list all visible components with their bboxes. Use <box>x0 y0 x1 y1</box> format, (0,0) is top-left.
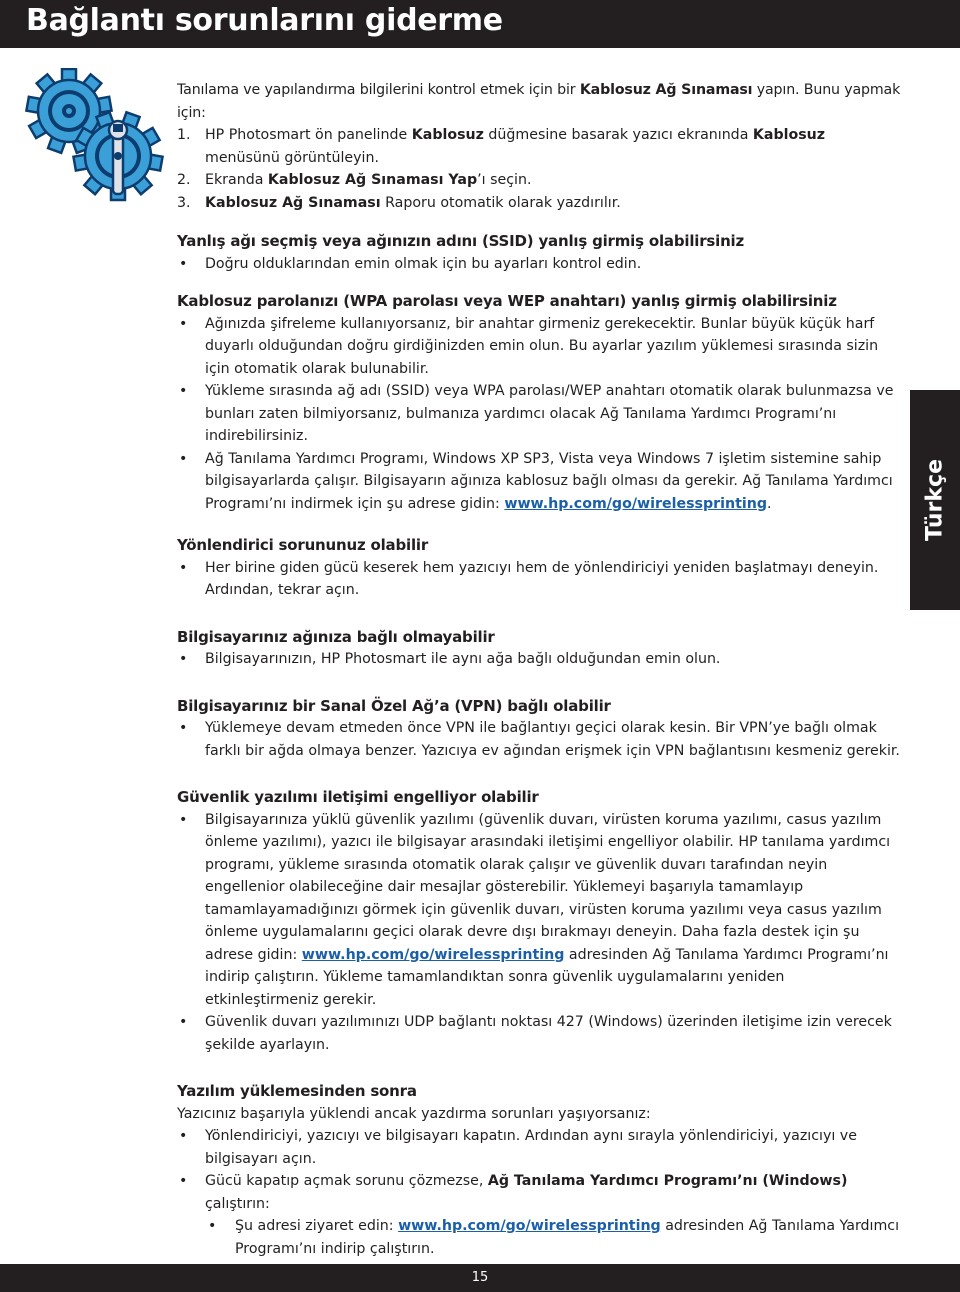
list-item-text: Yüklemeye devam etmeden önce VPN ile bağlantıyı geçici olarak kesin. Bir VPN’ye bağlı olmak farklı bir ağda olmaya benzer. Yazıcıya ev ağından erişmek için VPN bağlantısını kesmeniz gerekir. <box>205 720 900 759</box>
step-item <box>177 169 902 192</box>
list-item-text: Yönlendiriciyi, yazıcıyı ve bilgisayarı kapatın. Ardından aynı sırayla yönlendiriciyi, yazıcıyı ve bilgisayarı açın. <box>205 1128 857 1167</box>
bullet-icon: • <box>179 559 188 576</box>
bullet-list <box>177 253 902 276</box>
list-item <box>177 557 902 602</box>
section-vpn <box>177 695 902 763</box>
bullet-icon: • <box>179 315 188 332</box>
list-item-text: Gücü kapatıp açmak sorunu çözmezse, <box>205 1173 488 1189</box>
bullet-list <box>177 648 902 671</box>
bullet-list <box>177 717 902 762</box>
list-item <box>177 253 902 276</box>
section-title: Yanlış ağı seçmiş veya ağınızın adını (SSID) yanlış girmiş olabilirsiniz <box>177 232 745 250</box>
intro-text-bold: Kablosuz Ağ Sınaması <box>579 82 753 98</box>
step-number: 3. <box>177 194 191 211</box>
language-tab-label: Türkçe <box>922 458 948 542</box>
bullet-icon: • <box>179 720 188 736</box>
list-item-text: Güvenlik duvarı yazılımınızı UDP bağlantı noktası 427 (Windows) üzerinden iletişime izin verecek şekilde ayarlayın. <box>205 1014 892 1053</box>
list-item <box>177 1125 902 1170</box>
intro-text-part: Tanılama ve yapılandırma bilgilerini kontrol etmek için bir <box>177 82 580 98</box>
step-bold: Kablosuz Ağ Sınaması <box>205 194 381 211</box>
step-text: Ekranda <box>205 172 268 188</box>
bullet-list <box>177 1125 902 1260</box>
bullet-icon: • <box>179 255 188 272</box>
step-bold: Kablosuz <box>411 127 484 143</box>
intro-block <box>177 79 902 214</box>
section-title: Güvenlik yazılımı iletişimi engelliyor olabilir <box>177 788 539 806</box>
section-security <box>177 786 902 1056</box>
list-item-text: Ağ Tanılama Yardımcı Programı, Windows XP SP3, Vista veya Windows 7 işletim sistemine sahip bilgisayarlarda çalışır. Bilgisayarın ağınıza kablosuz bağlı olması da gerekir. Ağ Tanılama Yardımcı Programı’nı indirmek için şu adrese gidin: <box>205 450 893 512</box>
list-item-text: . <box>766 495 772 512</box>
bullet-icon: • <box>179 1173 188 1189</box>
main-content <box>177 79 902 1260</box>
step-number: 2. <box>177 172 191 188</box>
list-item-text: Bilgisayarınızın, HP Photosmart ile aynı ağa bağlı olduğundan emin olun. <box>205 651 721 667</box>
section-router <box>177 534 902 602</box>
wireless-printing-link[interactable]: www.hp.com/go/wirelessprinting <box>301 946 565 963</box>
page-number: 15 <box>471 1270 489 1285</box>
step-bold: Kablosuz <box>752 127 826 143</box>
language-tab <box>910 390 960 610</box>
section-title: Yönlendirici sorununuz olabilir <box>177 536 429 554</box>
step-text: HP Photosmart ön panelinde <box>205 127 412 143</box>
list-item-text: adresinden Ağ Tanılama Yardımcı Programı’nı indirip çalıştırın. Yükleme tamamlandıktan sonra güvenlik uygulamalarını yeniden etkinleştirmeniz gerekir. <box>205 946 889 1008</box>
intro-text <box>177 79 902 124</box>
bullet-list <box>177 557 902 602</box>
step-text: Raporu otomatik olarak yazdırılır. <box>380 194 621 211</box>
bullet-list <box>177 809 902 1057</box>
list-item <box>177 1170 902 1260</box>
list-item-text: Ağınızda şifreleme kullanıyorsanız, bir anahtar girmeniz gerekecektir. Bunlar büyük küçük harf duyarlı olduğundan doğru girdiğinizden emin olun. Bu ayarlar yazılım yüklemesi sırasında sizin için otomatik olarak bulunabilir. <box>205 315 879 377</box>
step-item <box>177 192 902 215</box>
sub-list-item <box>205 1215 902 1260</box>
list-item-text: Doğru olduklarından emin olmak için bu ayarları kontrol edin. <box>205 255 642 272</box>
step-text: ’ı seçin. <box>477 172 532 188</box>
bullet-list <box>177 313 902 516</box>
intro-text-part: yapın. Bunu yapmak için: <box>177 82 901 121</box>
sub-bullet-list <box>205 1215 902 1260</box>
list-item-text: çalıştırın: <box>205 1195 270 1212</box>
steps-list <box>177 124 902 214</box>
section-password <box>177 290 902 515</box>
list-item <box>177 448 902 516</box>
bullet-icon: • <box>179 1014 188 1030</box>
list-item-text: Bilgisayarınıza yüklü güvenlik yazılımı (güvenlik duvarı, virüsten koruma yazılımı, casus yazılım önleme yazılımı), yazıcı ile bilgisayar arasındaki iletişimi engelliyor olabilir. HP tanılama yardımcı programı, yükleme sırasında otomatik olarak çalışır ve güvenlik duvarı tarafından neyin engellenior olabileceğine dair mesajlar gösterebilir. Yüklemeyi başarıyla tamamlayıp tamamlayamadığınızı görmek için güvenlik duvarı, virüsten koruma yazılımı veya casus yazılım önleme uygulamalarını geçici olarak devre dışı bırakmayı deneyin. Daha fazla destek için şu adrese gidin: <box>205 811 891 963</box>
step-number: 1. <box>177 127 191 143</box>
bullet-icon: • <box>179 651 188 667</box>
gears-icon <box>24 68 174 213</box>
list-item-text: Şu adresi ziyaret edin: <box>235 1218 399 1234</box>
section-title: Yazılım yüklemesinden sonra <box>177 1082 417 1100</box>
list-item <box>177 313 902 381</box>
section-ssid <box>177 230 902 275</box>
list-item-text: Her birine giden gücü keserek hem yazıcıyı hem de yönlendiriciyi yeniden başlatmayı deneyin. Ardından, tekrar açın. <box>205 559 879 598</box>
bullet-icon: • <box>179 1128 188 1144</box>
section-network <box>177 626 902 671</box>
footer-bar <box>0 1264 960 1292</box>
list-item-text: Yükleme sırasında ağ adı (SSID) veya WPA parolası/WEP anahtarı otomatik olarak bulunmazsa ve bunları zaten bilmiyorsanız, bulmanıza yardımcı olacak Ağ Tanılama Yardımcı Programı’nı indirebilirsiniz. <box>205 383 894 444</box>
step-text: düğmesine basarak yazıcı ekranında <box>483 127 753 143</box>
list-item <box>177 380 902 448</box>
header-bar <box>0 0 960 48</box>
list-item <box>177 717 902 762</box>
list-item <box>177 809 902 1012</box>
bullet-icon: • <box>179 383 188 399</box>
wireless-printing-link[interactable]: www.hp.com/go/wirelessprinting <box>504 495 767 512</box>
step-item <box>177 124 902 169</box>
step-text: menüsünü görüntüleyin. <box>205 149 379 166</box>
bullet-icon: • <box>179 811 188 828</box>
bullet-icon: • <box>208 1218 217 1234</box>
list-item <box>177 648 902 671</box>
section-after-install <box>177 1080 902 1260</box>
section-title: Kablosuz parolanızı (WPA parolası veya WEP anahtarı) yanlış girmiş olabilirsiniz <box>177 292 837 310</box>
list-item-text: adresinden Ağ Tanılama Yardımcı Programı’nı indirip çalıştırın. <box>235 1218 900 1257</box>
section-title: Bilgisayarınız ağınıza bağlı olmayabilir <box>177 627 495 646</box>
list-item <box>177 1011 902 1056</box>
bullet-icon: • <box>179 450 188 467</box>
page-title: Bağlantı sorunlarını giderme <box>26 3 503 38</box>
section-intro: Yazıcınız başarıyla yüklendi ancak yazdırma sorunları yaşıyorsanız: <box>177 1105 651 1122</box>
wireless-printing-link[interactable]: www.hp.com/go/wirelessprinting <box>398 1218 661 1234</box>
section-title: Bilgisayarınız bir Sanal Özel Ağ’a (VPN) bağlı olabilir <box>177 696 611 715</box>
list-item-bold: Ağ Tanılama Yardımcı Programı’nı (Windows) <box>487 1173 848 1189</box>
step-bold: Kablosuz Ağ Sınaması Yap <box>267 172 478 188</box>
